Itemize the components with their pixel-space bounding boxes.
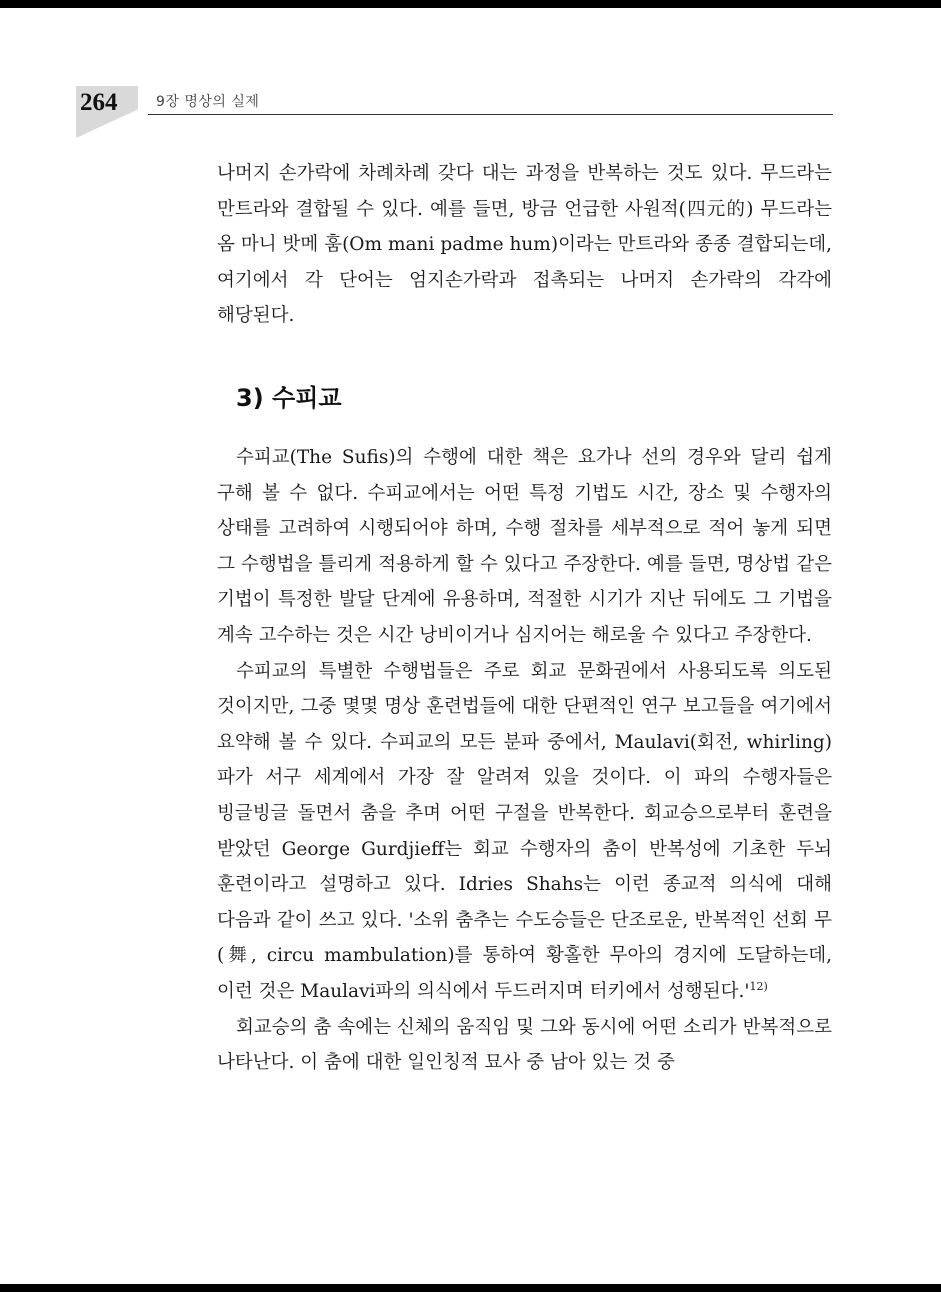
footnote-ref: 12) [749, 979, 768, 993]
section-body [217, 440, 832, 1081]
section-heading: 3) 수피교 [236, 384, 342, 412]
header-rule [148, 114, 833, 115]
paragraph-2-text: 수피교의 특별한 수행법들은 주로 회교 문화권에서 사용되도록 의도된 것이지만, 그중 몇몇 명상 훈련법들에 대한 단편적인 연구 보고들을 여기에서 요약해 볼 수 있다. 수피교의 모든 분파 중에서, Maulavi(회전, whirling)파가 서구 세계에서 가장 잘 알려져 있을 것이다. 이 파의 수행자들은 빙글빙글 돌면서 춤을 추며 어떤 구절을 반복한다. 회교승으로부터 훈련을 받았던 George Gurdjieff는 회교 수행자의 춤이 반복성에 기초한 두뇌 훈련이라고 설명하고 있다. Idries Shahs는 이런 종교적 의식에 대해 다음과 같이 쓰고 있다. '소위 춤추는 수도승들은 단조로운, 반복적인 선회 무(舞, circu mambulation)를 통하여 황홀한 무아의 경지에 도달하는데, 이런 것은 Maulavi파의 의식에서 두드러지며 터키에서 성행된다.' [217, 660, 832, 1002]
page-number: 264 [80, 89, 118, 116]
running-head: 9장 명상의 실제 [156, 94, 260, 110]
top-border [0, 0, 941, 8]
paragraph-3: 회교승의 춤 속에는 신체의 움직임 및 그와 동시에 어떤 소리가 반복적으로 나타난다. 이 춤에 대한 일인칭적 묘사 중 남아 있는 것 중 [217, 1016, 832, 1074]
intro-text [217, 156, 832, 334]
bottom-border [0, 1284, 941, 1292]
paragraph-1: 수피교(The Sufis)의 수행에 대한 책은 요가나 선의 경우와 달리 쉽게 구해 볼 수 없다. 수피교에서는 어떤 특정 기법도 시간, 장소 및 수행자의 상태를 고려하여 시행되어야 하며, 수행 절차를 세부적으로 적어 놓게 되면 그 수행법을 틀리게 적용하게 할 수 있다고 주장한다. 예를 들면, 명상법 같은 기법이 특정한 발달 단계에 유용하며, 적절한 시기가 지난 뒤에도 그 기법을 계속 고수하는 것은 시간 낭비이거나 심지어는 해로울 수 있다고 주장한다. [217, 447, 832, 646]
paragraph-2 [217, 654, 832, 1010]
intro-paragraph: 나머지 손가락에 차례차례 갖다 대는 과정을 반복하는 것도 있다. 무드라는 만트라와 결합될 수 있다. 예를 들면, 방금 언급한 사원적(四元的) 무드라는 옴 마니 밧메 훔(Om mani padme hum)이라는 만트라와 종종 결합되는데, 여기에서 각 단어는 엄지손가락과 접촉되는 나머지 손가락의 각각에 해당된다. [217, 163, 832, 327]
